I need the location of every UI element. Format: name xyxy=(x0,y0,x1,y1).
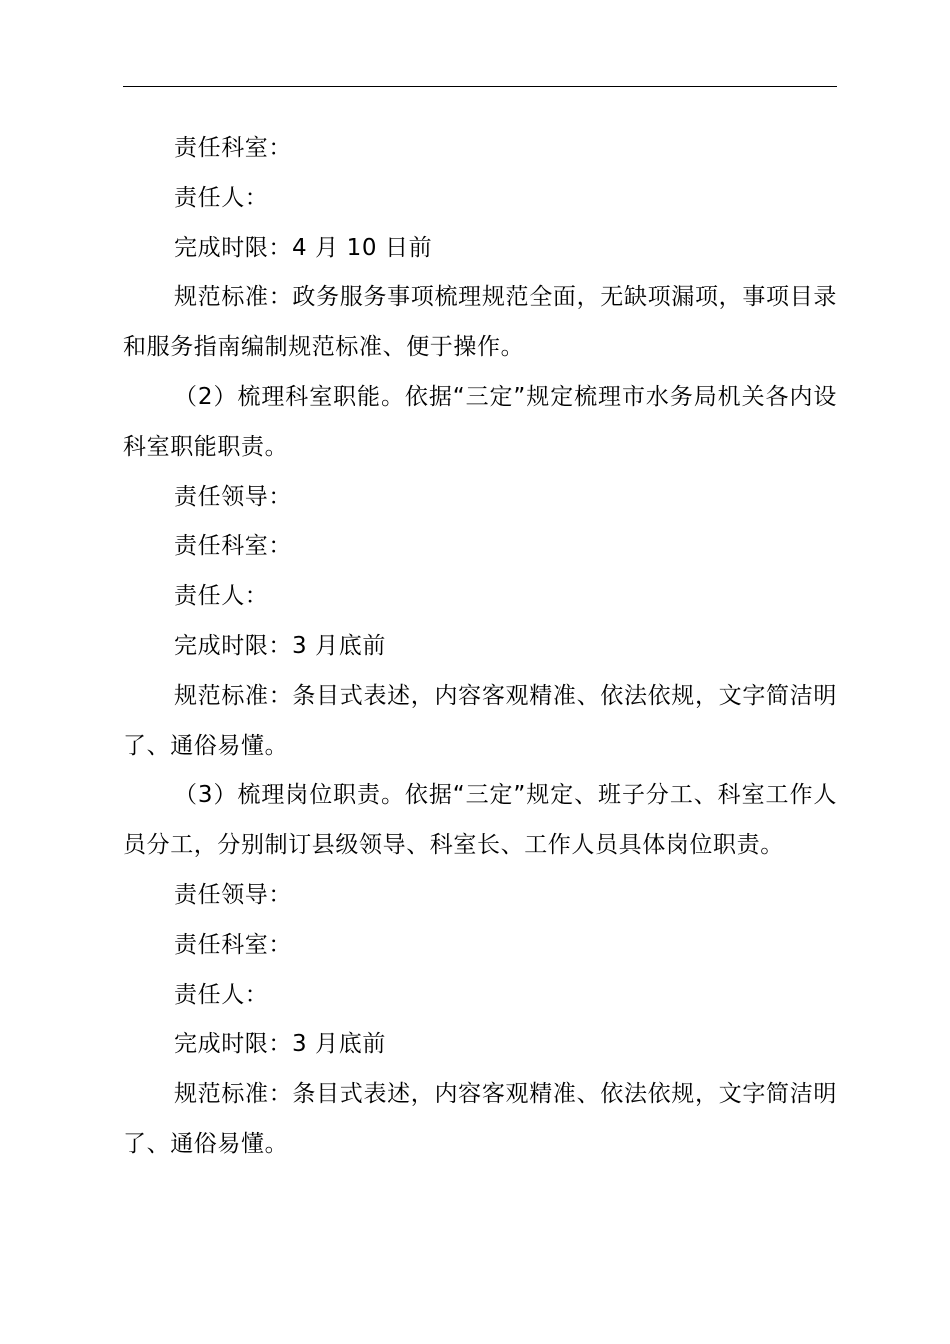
paragraph-responsible-leader: 责任领导： xyxy=(174,881,292,908)
paragraph-responsible-leader: 责任领导： xyxy=(174,483,292,510)
paragraph-responsible-office: 责任科室： xyxy=(174,931,292,958)
paragraph-standard: 规范标准：政务服务事项梳理规范全面，无缺项漏项，事项目录和服务指南编制规范标准、便于操作。 xyxy=(123,284,837,361)
paragraph-responsible-person: 责任人： xyxy=(174,981,269,1008)
paragraph-standard: 规范标准：条目式表述，内容客观精准、依法依规，文字简洁明了、通俗易懂。 xyxy=(123,1081,837,1157)
paragraph-responsible-person: 责任人： xyxy=(174,184,269,211)
paragraph-deadline: 完成时限：3 月底前 xyxy=(174,632,386,659)
paragraph-responsible-person: 责任人： xyxy=(174,583,269,610)
header-rule xyxy=(123,86,837,87)
paragraph-responsible-office: 责任科室： xyxy=(174,533,292,560)
paragraph-standard: 规范标准：条目式表述，内容客观精准、依法依规，文字简洁明了、通俗易懂。 xyxy=(123,682,837,759)
paragraph-deadline: 完成时限：4 月 10 日前 xyxy=(174,234,433,261)
paragraph-deadline: 完成时限：3 月底前 xyxy=(174,1031,386,1058)
paragraph-task-3: （3）梳理岗位职责。依据“三定”规定、班子分工、科室工作人员分工，分别制订县级领导、科室长、工作人员具体岗位职责。 xyxy=(123,782,837,859)
paragraph-responsible-office: 责任科室： xyxy=(174,135,292,161)
document-body xyxy=(123,124,837,1170)
paragraph-task-2: （2）梳理科室职能。依据“三定”规定梳理市水务局机关各内设科室职能职责。 xyxy=(123,383,837,460)
